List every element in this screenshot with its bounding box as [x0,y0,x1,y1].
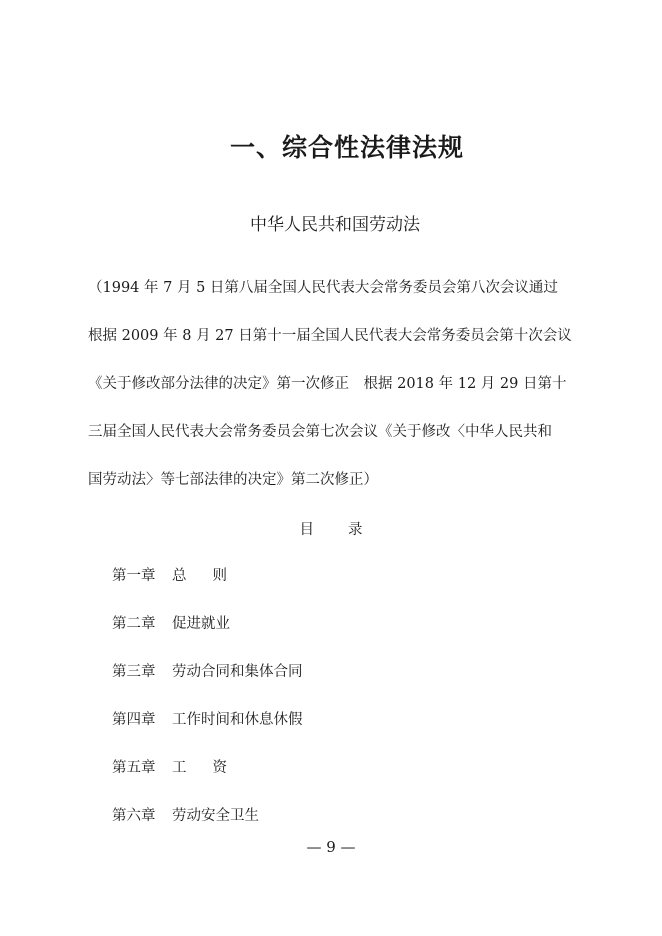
toc-item-chapter-5 [112,758,253,778]
toc-chapter-name: 工作时间和休息休假 [172,712,303,728]
toc-chapter-name: 劳动合同和集体合同 [172,664,303,680]
toc-chapter-name: 促进就业 [172,616,230,632]
toc-chapter-number: 第一章 [112,568,156,584]
toc-heading: 目录 [299,522,397,538]
toc-chapter-number: 第三章 [112,664,156,680]
toc-chapter-number: 第六章 [112,808,156,824]
law-title: 中华人民共和国劳动法 [250,215,420,235]
toc-item-chapter-4 [112,710,303,730]
toc-item-chapter-6 [112,806,259,826]
toc-chapter-number: 第二章 [112,616,156,632]
preamble-line: 国劳动法〉等七部法律的决定》第二次修正） [88,472,378,488]
toc-chapter-name: 工资 [172,760,253,776]
preamble-line: 三届全国人民代表大会常务委员会第七次会议《关于修改〈中华人民共和 [88,424,552,440]
page-number: — 9 — [306,838,356,856]
toc-chapter-number: 第五章 [112,760,156,776]
preamble-line: 《关于修改部分法律的决定》第一次修正 根据 2018 年 12 月 29 日第十 [88,376,567,392]
toc-item-chapter-2 [112,614,230,634]
preamble-line: （1994 年 7 月 5 日第八届全国人民代表大会常务委员会第八次会议通过 [88,280,558,296]
section-title: 一、综合性法律法规 [229,133,464,162]
toc-item-chapter-1 [112,566,253,586]
toc-chapter-name: 总则 [172,568,253,584]
toc-chapter-name: 劳动安全卫生 [172,808,259,824]
toc-chapter-number: 第四章 [112,712,156,728]
toc-item-chapter-3 [112,662,303,682]
preamble-line: 根据 2009 年 8 月 27 日第十一届全国人民代表大会常务委员会第十次会议 [88,328,572,344]
